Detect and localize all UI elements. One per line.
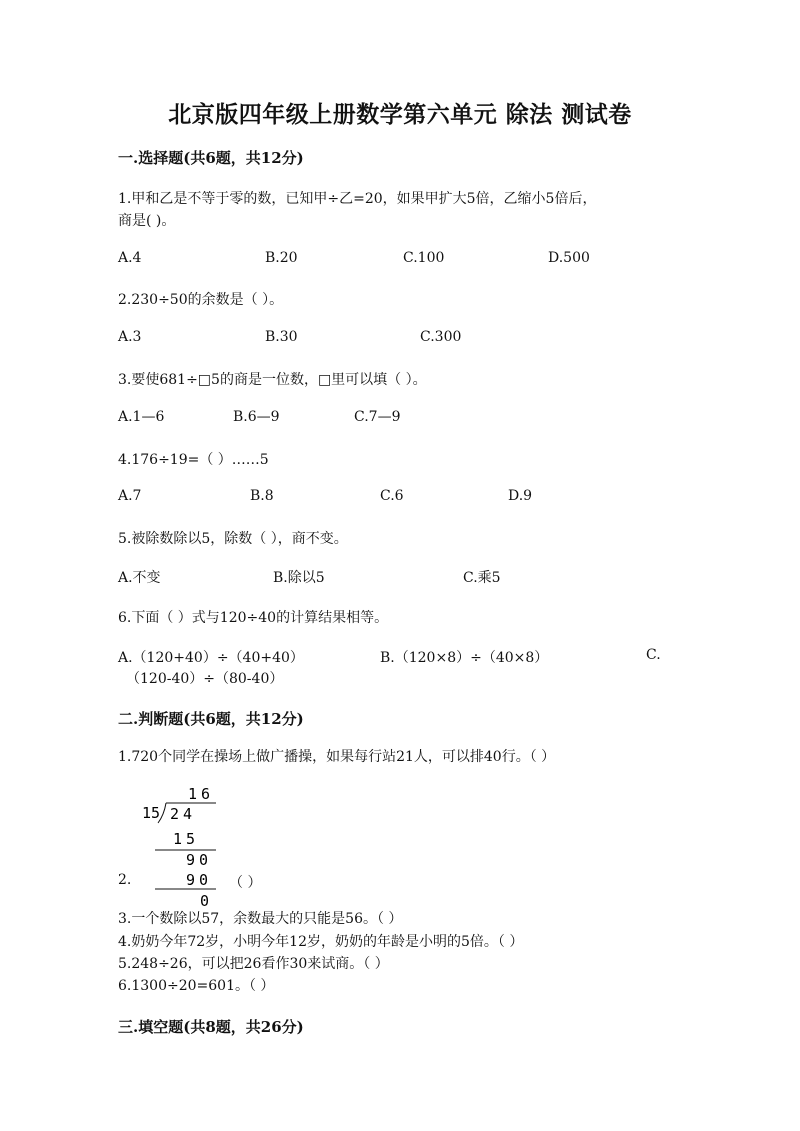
question-2-2-number: 2. — [118, 872, 132, 888]
q1-6-option-c: （120-40）÷（80-40） — [126, 671, 284, 687]
question-2-4: 4.奶奶今年72岁，小明今年12岁，奶奶的年龄是小明的5倍。（ ） — [118, 934, 524, 950]
question-2-3: 3.一个数除以57，余数最大的只能是56。（ ） — [118, 911, 403, 927]
q1-1-option-b: B.20 — [265, 250, 298, 266]
question-2-6: 6.1300÷20=601。（ ） — [118, 978, 275, 994]
question-1-1 — [118, 188, 678, 232]
question-1-5: 5.被除数除以5，除数（ ），商不变。 — [118, 531, 348, 547]
question-2-5: 5.248÷26，可以把26看作30来试商。（ ） — [118, 956, 389, 972]
question-1-1-line-2: 商是( )。 — [118, 213, 176, 229]
q1-5-option-a: A.不变 — [118, 570, 161, 586]
q1-6-option-c-label: C. — [646, 647, 661, 663]
question-1-3: 3.要使681÷□5的商是一位数，□里可以填（ ）。 — [118, 372, 427, 388]
page-title: 北京版四年级上册数学第六单元 除法 测试卷 — [168, 101, 632, 128]
remainder-text: 0 — [200, 892, 210, 910]
question-2-2-blank: （ ） — [229, 875, 262, 891]
q1-3-option-b: B.6—9 — [233, 409, 280, 425]
section-3-heading: 三.填空题(共8题，共26分) — [118, 1018, 304, 1036]
q1-4-option-a: A.7 — [118, 488, 142, 504]
divisor-text: 15 — [142, 804, 161, 822]
q1-5-option-b: B.除以5 — [273, 570, 325, 586]
q1-6-option-b: B.（120×8）÷（40×8） — [380, 650, 549, 666]
question-2-1: 1.720个同学在操场上做广播操，如果每行站21人，可以排40行。（ ） — [118, 749, 556, 765]
q1-2-option-c: C.300 — [420, 329, 462, 345]
question-1-1-line-1: 1.甲和乙是不等于零的数，已知甲÷乙=20，如果甲扩大5倍，乙缩小5倍后， — [118, 191, 597, 207]
dividend-text: 24 — [170, 805, 197, 823]
q1-1-option-c: C.100 — [403, 250, 445, 266]
step2-text: 90 — [186, 851, 213, 869]
question-1-6: 6.下面（ ）式与120÷40的计算结果相等。 — [118, 610, 389, 626]
q1-4-option-c: C.6 — [380, 488, 404, 504]
q1-6-option-a: A.（120+40）÷（40+40） — [118, 650, 304, 666]
step1-text: 15 — [173, 830, 200, 848]
q1-4-option-b: B.8 — [250, 488, 274, 504]
question-1-4: 4.176÷19=（ ）……5 — [118, 452, 269, 468]
q1-4-option-d: D.9 — [508, 488, 533, 504]
section-1-heading: 一.选择题(共6题，共12分) — [118, 149, 304, 167]
long-division-figure — [130, 782, 240, 910]
q1-3-option-c: C.7—9 — [354, 409, 401, 425]
quotient-text: 16 — [188, 785, 215, 803]
q1-1-option-a: A.4 — [118, 250, 142, 266]
step3-text: 90 — [186, 871, 213, 889]
question-1-2: 2.230÷50的余数是（ ）。 — [118, 292, 284, 308]
q1-3-option-a: A.1—6 — [118, 409, 165, 425]
q1-1-option-d: D.500 — [548, 250, 590, 266]
q1-2-option-b: B.30 — [265, 329, 298, 345]
section-2-heading: 二.判断题(共6题，共12分) — [118, 710, 304, 728]
q1-5-option-c: C.乘5 — [463, 570, 501, 586]
q1-2-option-a: A.3 — [118, 329, 142, 345]
